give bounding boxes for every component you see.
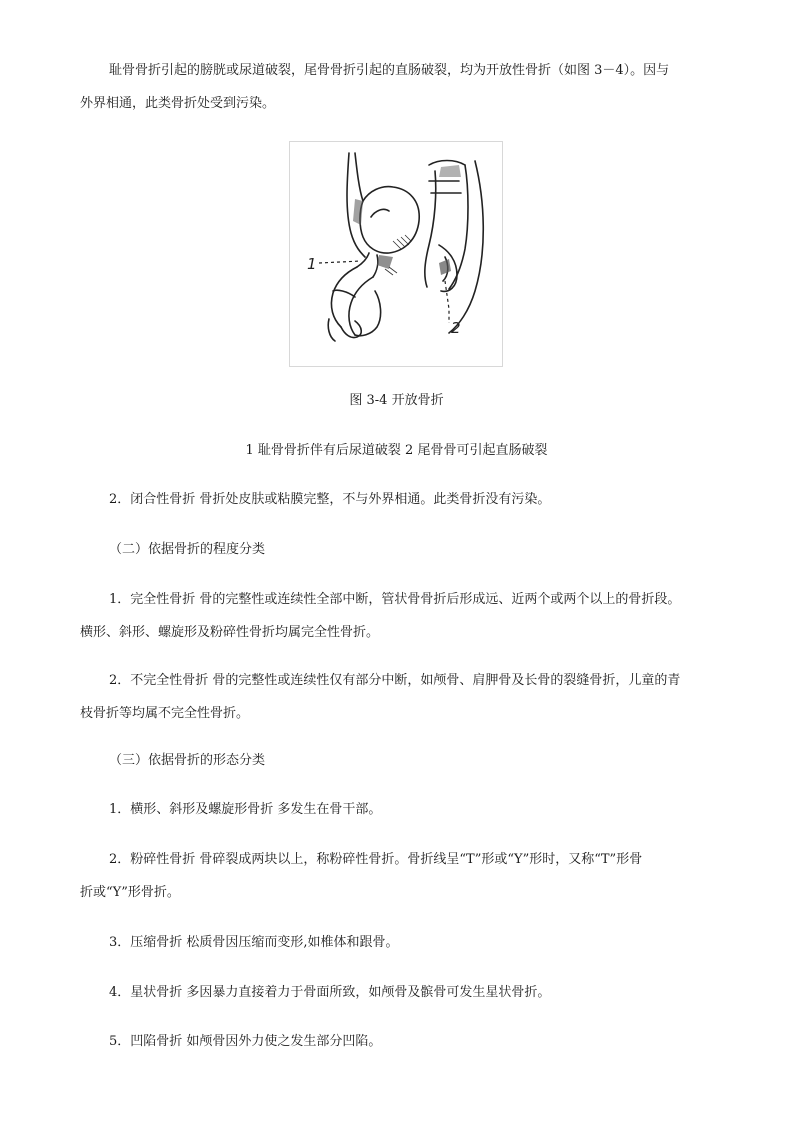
paragraph-line: 3．压缩骨折 松质骨因压缩而变形,如椎体和跟骨。 bbox=[109, 935, 399, 950]
paragraph-line: 2．闭合性骨折 骨折处皮肤或粘膜完整，不与外界相通。此类骨折没有污染。 bbox=[109, 492, 551, 507]
figure-open-fracture-illustration bbox=[289, 141, 503, 367]
section-heading: （二）依据骨折的程度分类 bbox=[109, 542, 266, 557]
paragraph-line: 2．粉碎性骨折 骨碎裂成两块以上，称粉碎性骨折。骨折线呈“T”形或“Y”形时，又称“T”形骨 bbox=[109, 852, 643, 867]
paragraph-line: 1．完全性骨折 骨的完整性或连续性全部中断，管状骨骨折后形成远、近两个或两个以上的骨折段。 bbox=[109, 592, 681, 607]
paragraph-line: 4．星状骨折 多因暴力直接着力于骨面所致，如颅骨及髌骨可发生星状骨折。 bbox=[109, 985, 551, 1000]
paragraph-line: 折或“Y”形骨折。 bbox=[80, 885, 180, 900]
figure-caption: 图 3-4 开放骨折 bbox=[349, 393, 444, 408]
paragraph-line: 枝骨折等均属不完全性骨折。 bbox=[80, 706, 250, 721]
paragraph-line: 2．不完全性骨折 骨的完整性或连续性仅有部分中断，如颅骨、肩胛骨及长骨的裂缝骨折，儿童的青 bbox=[109, 673, 681, 688]
anatomy-sketch bbox=[289, 141, 503, 367]
section-heading: （三）依据骨折的形态分类 bbox=[109, 753, 266, 768]
figure-label-2: 2 bbox=[451, 319, 461, 337]
paragraph-line: 耻骨骨折引起的膀胱或尿道破裂，尾骨骨折引起的直肠破裂，均为开放性骨折（如图 3－4）。因与 bbox=[109, 63, 670, 78]
paragraph-line: 1．横形、斜形及螺旋形骨折 多发生在骨干部。 bbox=[109, 802, 382, 817]
paragraph-line: 5．凹陷骨折 如颅骨因外力使之发生部分凹陷。 bbox=[109, 1034, 382, 1049]
paragraph-line: 横形、斜形、螺旋形及粉碎性骨折均属完全性骨折。 bbox=[80, 625, 380, 640]
figure-label-1: 1 bbox=[307, 255, 317, 273]
figure-legend: 1 耻骨骨折伴有后尿道破裂 2 尾骨骨可引起直肠破裂 bbox=[245, 443, 548, 458]
paragraph-line: 外界相通，此类骨折处受到污染。 bbox=[80, 96, 276, 111]
